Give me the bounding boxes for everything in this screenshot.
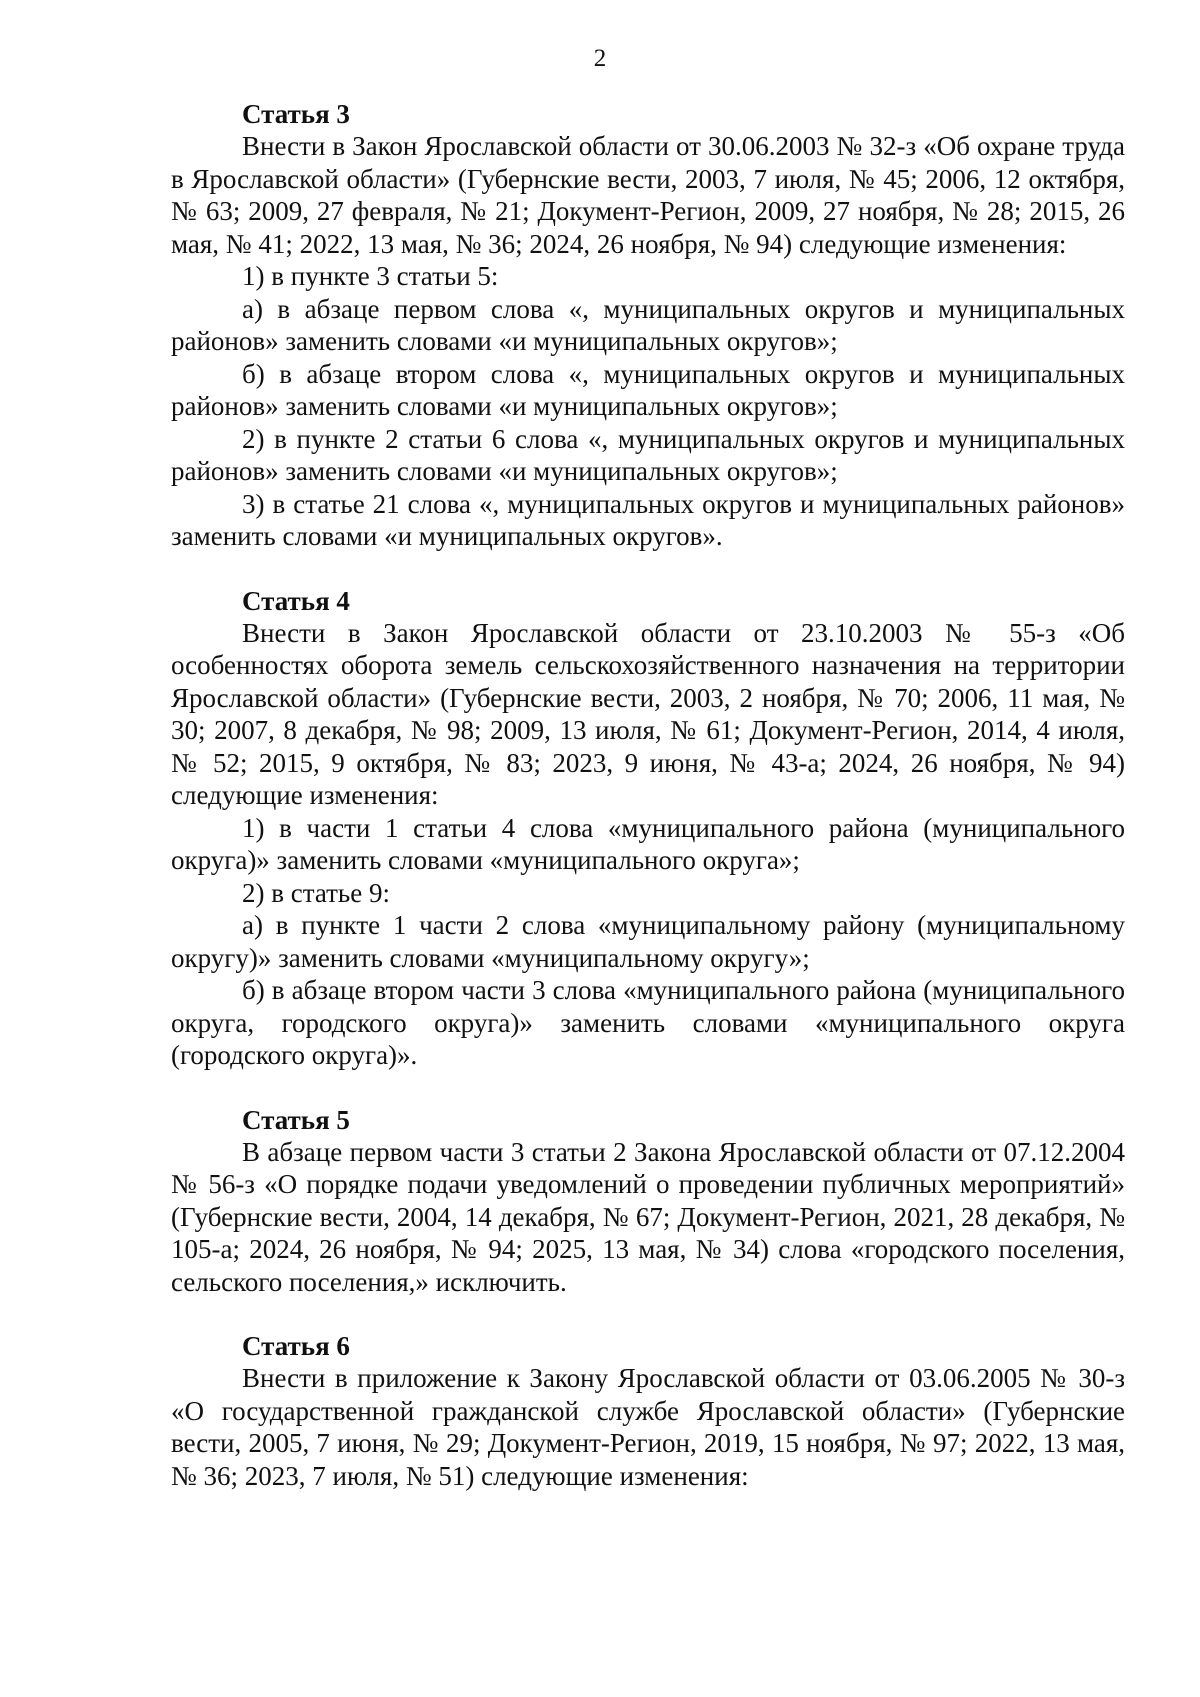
article-paragraph: 1) в пункте 3 статьи 5: xyxy=(242,261,499,291)
article-6 xyxy=(171,1330,1125,1492)
article-paragraph: Внести в Закон Ярославской области от 30.06.2003 № 32-з «Об охране труда в Ярославской области» (Губернские вести, 2003, 7 июля, № 45; 2006, 12 октября, № 63; 2009, 27 февраля, № 21; Документ-Регион, 2009, 27 ноября, № 28; 2015, 26 мая, № 41; 2022, 13 мая, № 36; 2024, 26 ноября, № 94) следующие изменения: xyxy=(171,131,1125,259)
article-paragraph: б) в абзаце втором части 3 слова «муниципального района (муниципального округа, городского округа)» заменить словами «муниципального округа (городского округа)». xyxy=(171,975,1125,1070)
article-title: Статья 5 xyxy=(242,1104,350,1135)
article-paragraph: а) в абзаце первом слова «, муниципальных округов и муниципальных районов» заменить словами «и муниципальных округов»; xyxy=(171,293,1125,356)
document-body xyxy=(171,98,1125,1492)
page-number: 2 xyxy=(593,45,607,72)
article-paragraph: 2) в статье 9: xyxy=(242,877,390,908)
article-paragraph: б) в абзаце втором слова «, муниципальных округов и муниципальных районов» заменить словами «и муниципальных округов»; xyxy=(171,358,1125,421)
article-paragraph: В абзаце первом части 3 статьи 2 Закона Ярославской области от 07.12.2004 № 56-з «О порядке подачи уведомлений о проведении публичных мероприятий» (Губернские вести, 2004, 14 декабря, № 67; Документ-Регион, 2021, 28 декабря, № 105-а; 2024, 26 ноября, № 94; 2025, 13 мая, № 34) слова «городского поселения, сельского поселения,» исключить. xyxy=(171,1136,1125,1297)
article-title: Статья 4 xyxy=(242,585,350,616)
article-5 xyxy=(171,1104,1125,1299)
article-paragraph: 2) в пункте 2 статьи 6 слова «, муниципальных округов и муниципальных районов» заменить словами «и муниципальных округов»; xyxy=(171,423,1125,486)
article-title: Статья 3 xyxy=(242,99,350,129)
article-paragraph: 3) в статье 21 слова «, муниципальных округов и муниципальных районов» заменить словами «и муниципальных округов». xyxy=(171,488,1125,551)
article-4 xyxy=(171,585,1125,1072)
article-3 xyxy=(171,98,1125,553)
article-paragraph: Внести в Закон Ярославской области от 23.10.2003 № 55-з «Об особенностях оборота земель сельскохозяйственного назначения на территории Ярославской области» (Губернские вести, 2003, 2 ноября, № 70; 2006, 11 мая, № 30; 2007, 8 декабря, № 98; 2009, 13 июля, № 61; Документ-Регион, 2014, 4 июля, № 52; 2015, 9 октября, № 83; 2023, 9 июня, № 43-а; 2024, 26 ноября, № 94) следующие изменения: xyxy=(171,617,1125,810)
article-title: Статья 6 xyxy=(242,1331,350,1361)
article-paragraph: Внести в приложение к Закону Ярославской области от 03.06.2005 № 30-з «О государственной гражданской службе Ярославской области» (Губернские вести, 2005, 7 июня, № 29; Документ-Регион, 2019, 15 ноября, № 97; 2022, 13 мая, № 36; 2023, 7 июля, № 51) следующие изменения: xyxy=(171,1363,1125,1491)
article-paragraph: 1) в части 1 статьи 4 слова «муниципального района (муниципального округа)» заменить словами «муниципального округа»; xyxy=(171,812,1125,875)
article-paragraph: а) в пункте 1 части 2 слова «муниципальному району (муниципальному округу)» заменить словами «муниципальному округу»; xyxy=(171,910,1125,973)
